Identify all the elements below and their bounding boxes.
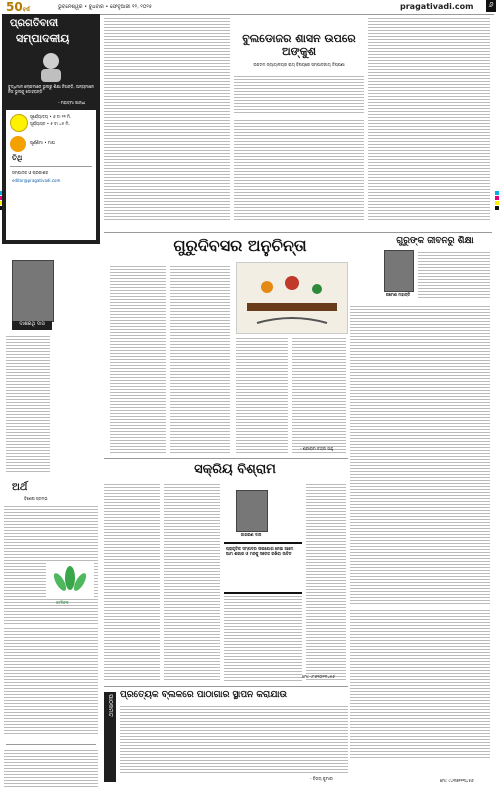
editorial-box xyxy=(2,14,100,244)
anniversary-logo: 50ବର୍ଷ xyxy=(6,0,30,14)
sakriya-author-photo xyxy=(236,490,268,532)
sidebar-bottom-text xyxy=(4,748,98,788)
bulldozer-article xyxy=(104,14,490,232)
author-photo xyxy=(12,260,54,322)
gurunka-footer: ମୋ: ୯୪୩୭୧୨୩୪୫୬ xyxy=(440,778,474,783)
left-sidebar xyxy=(2,14,100,788)
bulldozer-deck: ଉଚ୍ଚତମ ନ୍ୟାୟାଳୟର ରାୟ ବିଷୟରେ ସମ୍ପାଦକୀୟ ଟିପ୍ପଣୀ xyxy=(253,62,345,67)
artha-sub: ବିଶେଷ ସ୍ତମ୍ଭ xyxy=(24,496,48,501)
gurunka-author: ରମେଶ ମହାନ୍ତି xyxy=(385,292,411,297)
sunrise: ସୂର୍ଯ୍ୟୋଦୟ • ୬ ଟା ୨୨ ମି. xyxy=(30,114,72,119)
gurudivas-headline: ଗୁରୁଦିବସର ଅନୁଚିନ୍ତା xyxy=(173,236,307,255)
sunset: ସୂର୍ଯ୍ୟାସ୍ତ • ୫ ଟା ୪୫ ମି. xyxy=(30,121,70,126)
tithi: ପୂର୍ଣ୍ଣିମା • ମାଘ xyxy=(30,140,55,145)
author-name-plate: ଦାଶରଥି ଦାସ xyxy=(12,321,52,330)
page-number: ୬ xyxy=(486,0,496,12)
gurunka-col-bottom xyxy=(350,608,490,758)
website[interactable]: pragativadi.com xyxy=(400,2,474,11)
bulldozer-headline: ବୁଲଡୋଜର ଶାସନ ଉପରେ ଅଙ୍କୁଶ xyxy=(242,32,356,58)
sakriya-col-3 xyxy=(224,594,302,682)
gurudivas-col-2 xyxy=(170,264,230,454)
gurudivas-col-1 xyxy=(110,264,166,454)
sakriya-pullquote: ପ୍ରାକୃତିକ ସମ୍ପଦର ଉପଯୋଗ ନେଇ ଆମେ ଆମ ଶରୀର ଓ ମନକୁ ସତେଜ ରଖିବା ଉଚିତ xyxy=(224,542,302,594)
lotus-graphic xyxy=(46,562,94,598)
sakriya-author: ଜାଗରଣ ଦାସ xyxy=(240,532,262,537)
info-panel xyxy=(6,110,96,240)
gurunka-headline: ଗୁରୁଙ୍କ ଜୀବନରୁ ଶିକ୍ଷା xyxy=(396,236,474,246)
lotus-label: କର୍ମଫଳ xyxy=(56,600,69,605)
pathagar-sign: - ବିଜୟ କୁମାର xyxy=(310,776,333,781)
pathagar-text xyxy=(120,704,348,774)
sakriya-col-1 xyxy=(104,482,160,682)
tithi-label: ତିଥି xyxy=(12,154,23,162)
email-link[interactable]: editor@pragativadi.com xyxy=(12,178,61,183)
brand-name: ପ୍ରଗତିବାଦୀ xyxy=(10,18,59,29)
gurudivas-byline: - ଶ୍ରୀରାମ ଚନ୍ଦ୍ର ସାହୁ xyxy=(300,446,334,451)
masthead-strip xyxy=(6,0,494,15)
reader-letter-label: ପାଠକମତ xyxy=(107,694,114,718)
gurudivas-col-4 xyxy=(292,336,346,454)
artha-title: ଅର୍ଥ xyxy=(12,482,28,493)
quote: ବୁଦ୍ଧିମାନ ଲୋକମାନେ ଭୁଲରୁ ଶିକ୍ଷା ନିଅନ୍ତି, ଅନ୍ୟମାନେ ନିଜ ଭୁଲକୁ ଦୋହରାନ୍ତି xyxy=(8,84,94,94)
sakriya-headline: ସକ୍ରିୟ ବିଶ୍ରାମ xyxy=(194,462,276,477)
sakriya-footer: ମୋ: ୯୮୬୧୦୨୩୪୫୬ xyxy=(302,674,335,679)
dateline: ଭୁବନେଶ୍ୱର • ବୁଧବାର • ଫେବୃଆରୀ ୧୨, ୨୦୨୫ xyxy=(58,4,152,10)
sakriya-col-2 xyxy=(164,482,220,682)
gurunka-col-top xyxy=(418,250,490,300)
sakriya-col-4 xyxy=(306,482,346,682)
sun-icon xyxy=(10,114,28,132)
moon-icon xyxy=(10,136,26,152)
pathagar-headline: ପ୍ରତ୍ୟେକ ବ୍ଲକରେ ପାଠାଗାର ସ୍ଥାପନ କରାଯାଉ xyxy=(120,690,288,700)
gurudivas-illustration xyxy=(236,262,348,334)
artha-text-2 xyxy=(4,626,98,736)
section-title: ସମ୍ପାଦକୀୟ xyxy=(16,32,70,45)
editor-line: ସମ୍ପାଦକ ଓ ପ୍ରକାଶକ xyxy=(12,170,49,175)
registration-marks-right xyxy=(495,190,500,211)
gurunka-col-main xyxy=(350,304,490,604)
gurunka-author-photo xyxy=(384,250,414,292)
sidebar-text-column xyxy=(6,334,50,474)
quote-author: - ମହାତ୍ମା ଗାନ୍ଧୀ xyxy=(58,100,86,105)
gandhi-portrait xyxy=(8,50,94,82)
gurudivas-col-3 xyxy=(236,336,288,454)
reader-letter-label-bar xyxy=(104,692,116,782)
